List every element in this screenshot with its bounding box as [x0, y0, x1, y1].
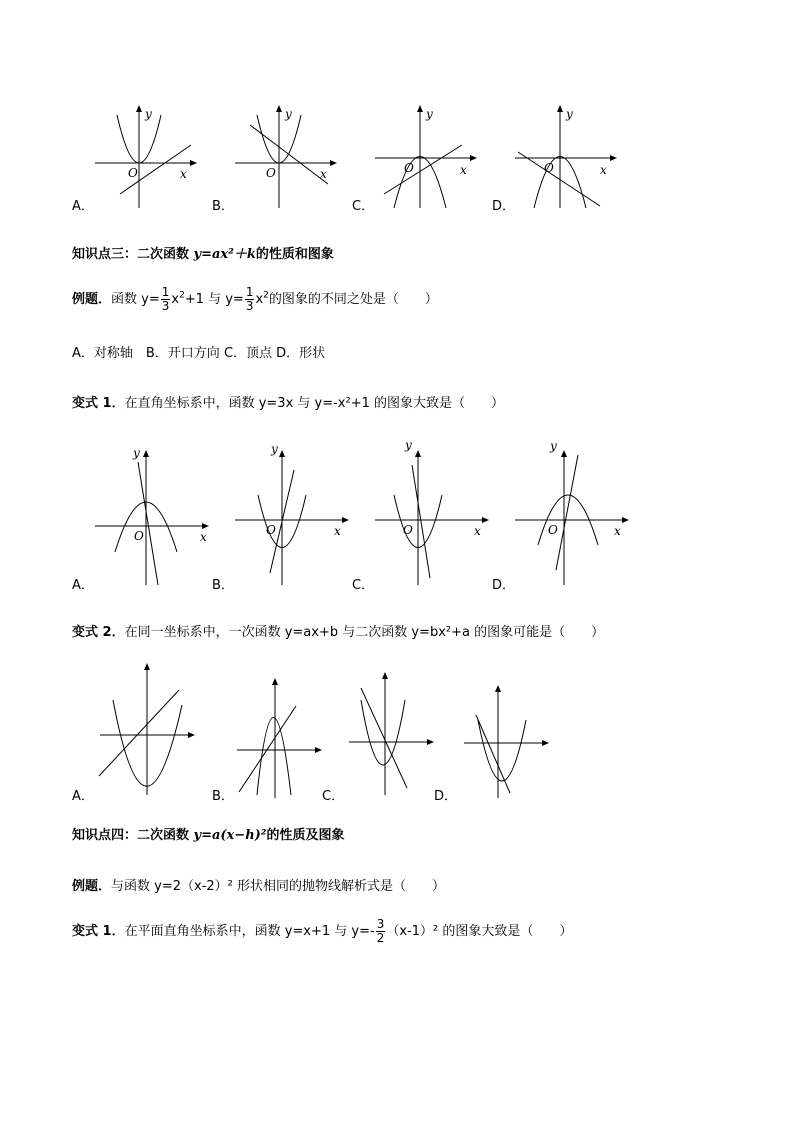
option-2b[interactable]: B． — [212, 578, 234, 593]
example-3-question — [72, 286, 438, 313]
svg-text:y: y — [405, 438, 412, 452]
option-1d[interactable]: D． — [492, 199, 516, 214]
section-4-heading — [72, 824, 345, 843]
graph-3c — [345, 665, 445, 800]
fraction-numerator: 1 — [245, 285, 254, 299]
graph-3a — [95, 655, 205, 800]
section-3-suffix: 的性质和图象 — [255, 247, 334, 262]
graph-1b — [230, 100, 340, 210]
variant-4-question — [72, 918, 572, 945]
option-1a[interactable]: A． — [72, 199, 94, 214]
svg-text:x: x — [460, 163, 467, 177]
option-1b[interactable]: B． — [212, 199, 234, 214]
example-3-text-3: +1 与 y= — [184, 292, 244, 307]
graph-1a — [90, 100, 200, 210]
svg-text:x: x — [200, 530, 207, 544]
svg-text:O: O — [403, 523, 413, 537]
option-2a[interactable]: A． — [72, 578, 94, 593]
example-label: 例题． — [72, 292, 112, 307]
svg-text:x: x — [334, 524, 341, 538]
option-2c[interactable]: C． — [352, 578, 375, 593]
svg-text:x: x — [614, 524, 621, 538]
svg-text:O: O — [404, 161, 414, 175]
section-3-formula: y=ax²＋k — [193, 247, 256, 262]
svg-text:x: x — [474, 524, 481, 538]
fraction-numerator: 3 — [376, 917, 385, 931]
example-4-text: 与函数 y=2（x-2）² 形状相同的抛物线解析式是（ ） — [111, 879, 446, 894]
option-3d[interactable]: D． — [434, 789, 458, 804]
exponent: 2 — [179, 290, 185, 301]
svg-text:O: O — [128, 166, 138, 180]
svg-text:y: y — [426, 107, 433, 121]
svg-text:y: y — [566, 107, 573, 121]
option-3c[interactable]: C． — [322, 789, 345, 804]
svg-text:O: O — [544, 161, 554, 175]
option-3b[interactable]: B． — [212, 789, 234, 804]
fraction-denominator: 2 — [376, 931, 385, 945]
svg-text:x: x — [600, 163, 607, 177]
svg-text:O: O — [266, 166, 276, 180]
example-3-text-1: 函数 y= — [111, 292, 160, 307]
graph-3d — [460, 680, 560, 800]
option-2d[interactable]: D． — [492, 578, 516, 593]
section-3-prefix: 知识点三：二次函数 — [72, 247, 194, 262]
fraction-numerator: 1 — [161, 285, 170, 299]
fraction-one-third-a — [161, 286, 171, 313]
example-4-question — [72, 875, 445, 894]
option-1c[interactable]: C． — [352, 199, 375, 214]
example-3-text-5: 的图象的不同之处是（ ） — [268, 292, 438, 307]
variant-1-question — [72, 392, 504, 411]
fraction-three-halves — [376, 918, 386, 945]
graph-2c — [370, 440, 500, 590]
section-3-heading — [72, 243, 334, 262]
fraction-one-third-b — [245, 286, 255, 313]
example-3-options: A．对称轴 B．开口方向 C．顶点 D．形状 — [72, 346, 326, 361]
variant-label: 变式 1． — [72, 924, 125, 939]
example-3-text-4: x — [255, 292, 264, 307]
graph-2a — [90, 440, 220, 590]
svg-text:O: O — [548, 523, 558, 537]
exponent: 2 — [263, 290, 269, 301]
svg-text:y: y — [271, 442, 278, 456]
section-4-prefix: 知识点四：二次函数 — [72, 828, 194, 843]
variant-label: 变式 2． — [72, 625, 125, 640]
graph-1d — [510, 100, 620, 210]
svg-text:y: y — [145, 107, 152, 121]
svg-text:y: y — [133, 446, 140, 460]
fraction-denominator: 3 — [245, 299, 254, 313]
section-4-suffix: 的性质及图象 — [266, 828, 345, 843]
svg-text:O: O — [134, 529, 144, 543]
variant-4-text-1: 在平面直角坐标系中，函数 y=x+1 与 y=- — [124, 924, 375, 939]
graph-1c — [370, 100, 480, 210]
svg-text:O: O — [266, 523, 276, 537]
example-3-text-2: x — [171, 292, 180, 307]
option-3a[interactable]: A． — [72, 789, 94, 804]
variant-label: 变式 1． — [72, 396, 125, 411]
svg-text:x: x — [180, 167, 187, 181]
variant-2-question — [72, 621, 604, 640]
svg-text:y: y — [550, 439, 557, 453]
fraction-denominator: 3 — [161, 299, 170, 313]
variant-1-text: 在直角坐标系中，函数 y=3x 与 y=-x²+1 的图象大致是（ ） — [124, 396, 505, 411]
example-label: 例题． — [72, 879, 112, 894]
section-4-formula: y=a(x−h)² — [193, 828, 267, 843]
graph-3b — [233, 670, 333, 800]
variant-4-text-2: （x-1）² 的图象大致是（ ） — [386, 924, 573, 939]
graph-2d — [510, 440, 640, 590]
svg-text:y: y — [285, 107, 292, 121]
variant-2-text: 在同一坐标系中，一次函数 y=ax+b 与二次函数 y=bx²+a 的图象可能是（ ） — [124, 625, 605, 640]
svg-text:x: x — [320, 167, 327, 181]
graph-2b — [230, 440, 360, 590]
